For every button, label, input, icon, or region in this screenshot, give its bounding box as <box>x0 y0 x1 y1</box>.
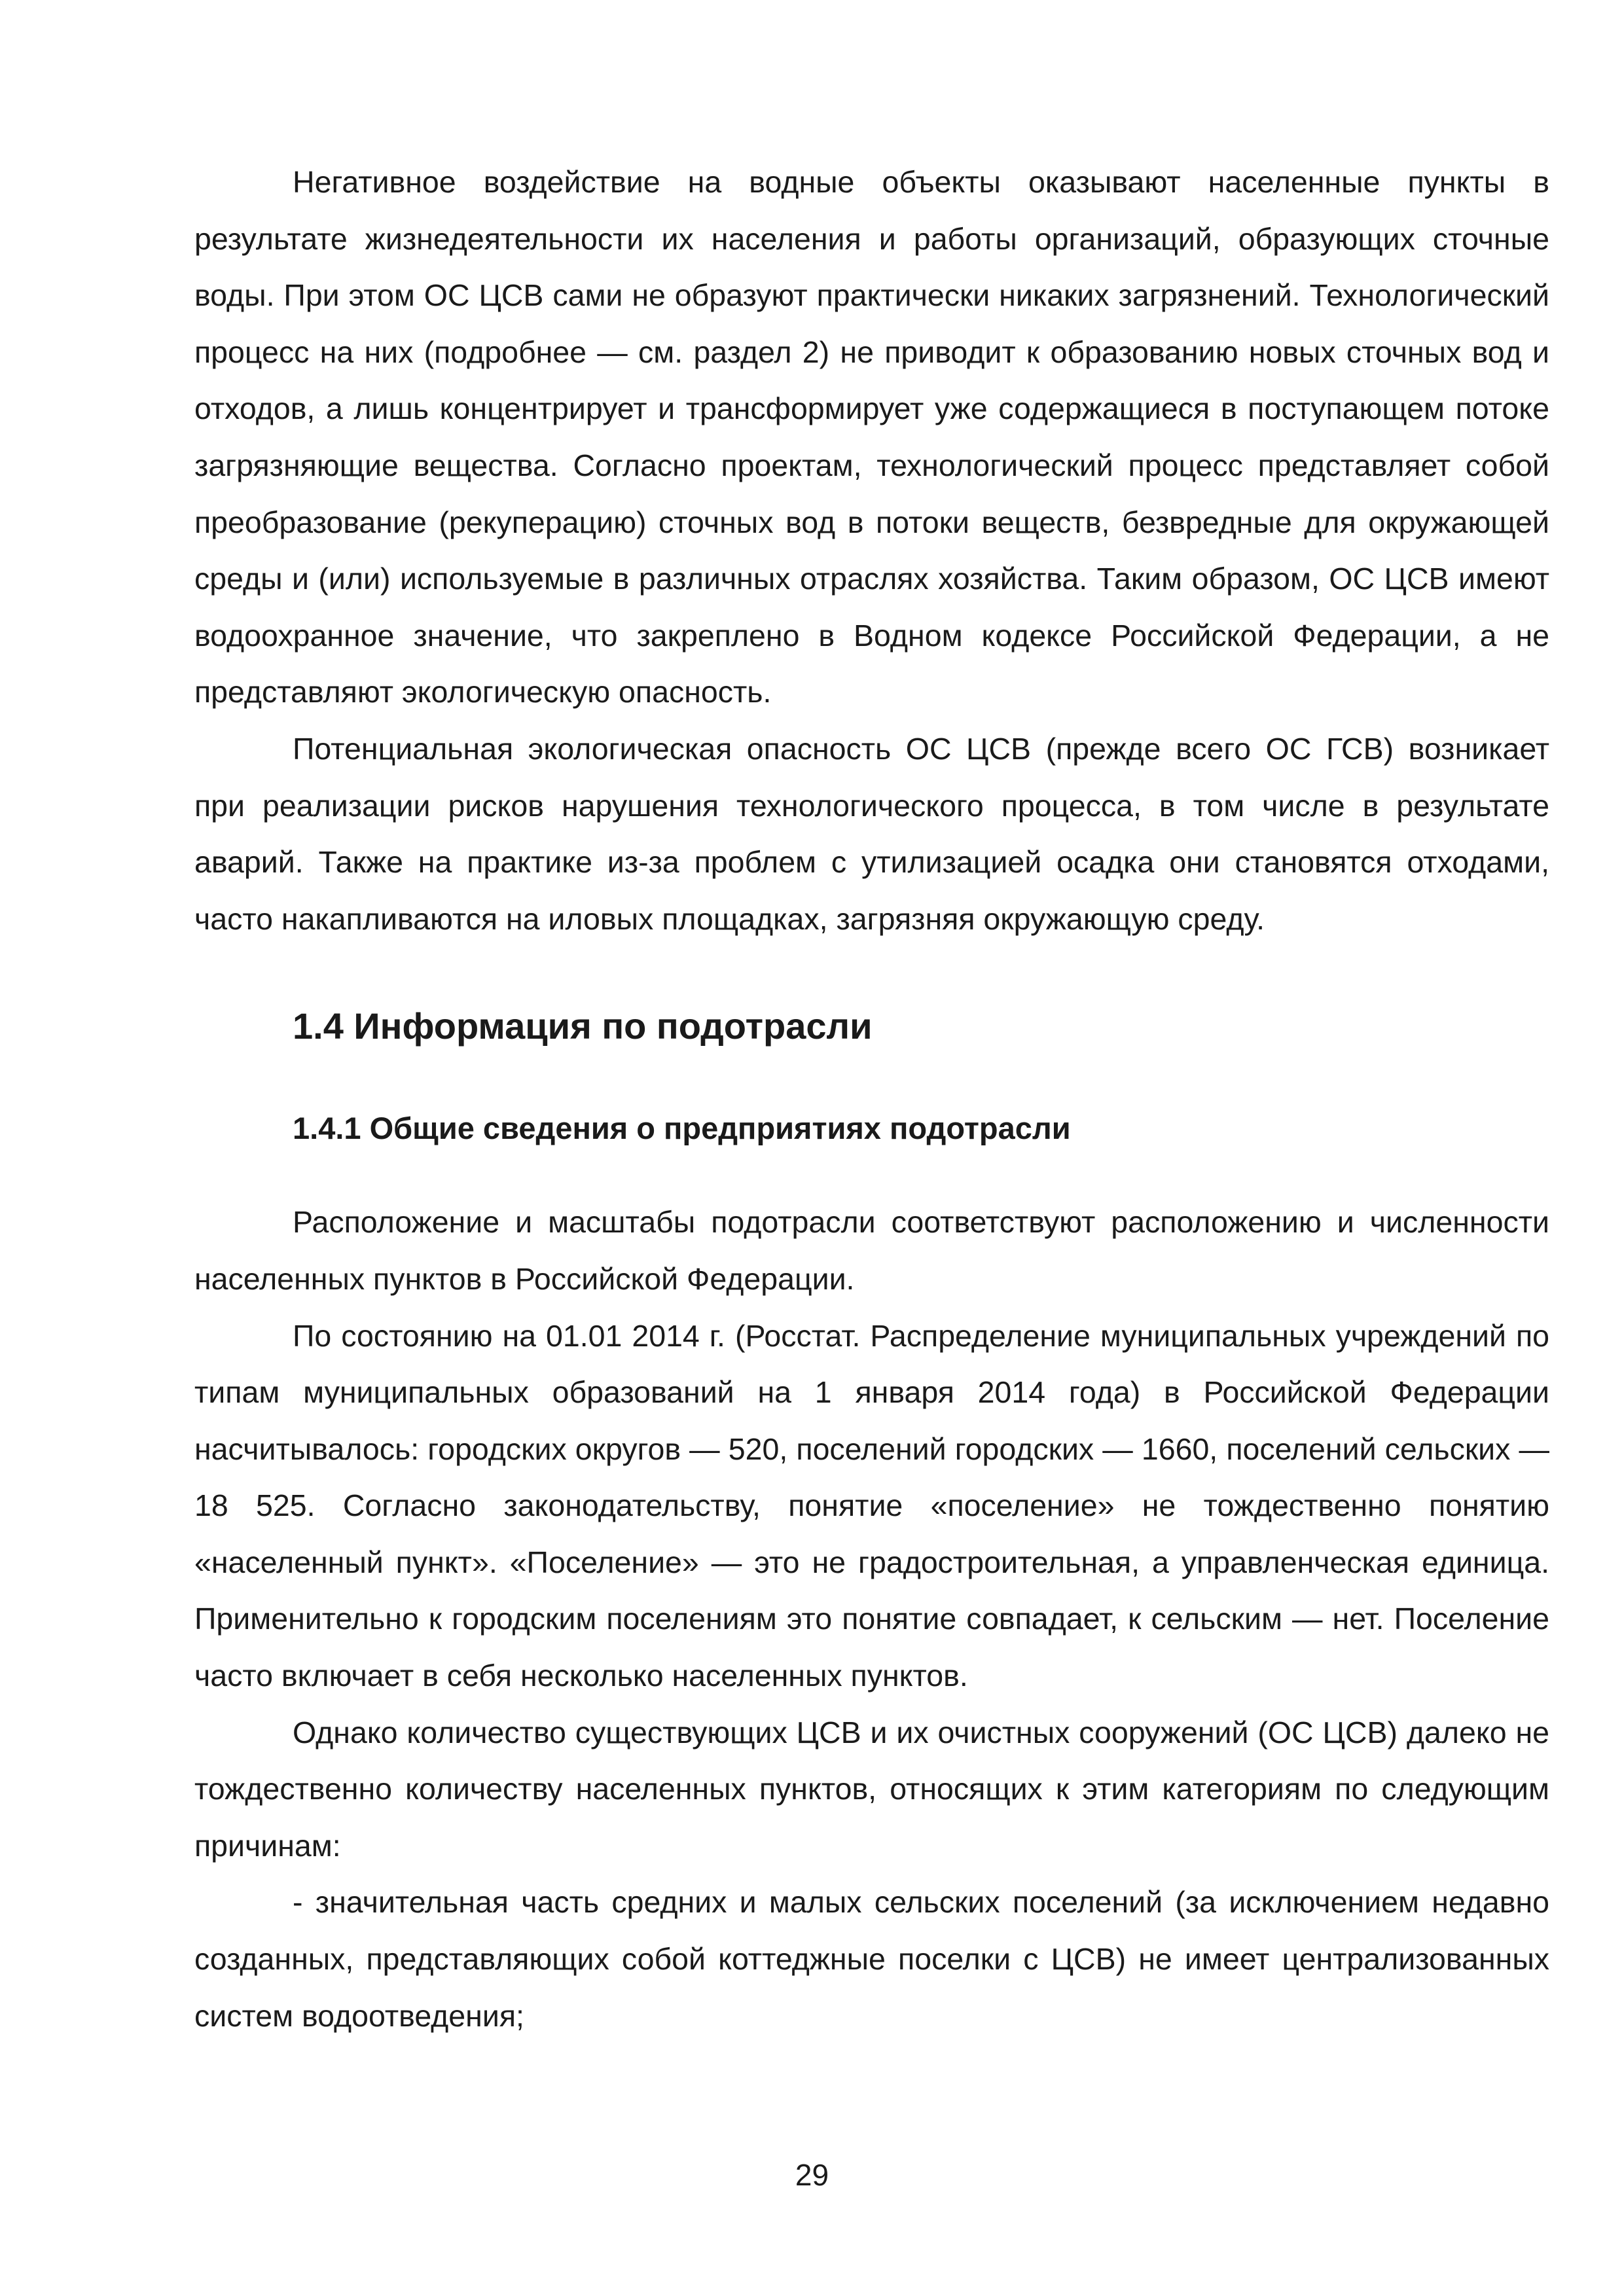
section-heading: 1.4 Информация по подотрасли <box>293 1005 873 1047</box>
paragraph-statistics: По состоянию на 01.01 2014 г. (Росстат. Распределение муниципальных учреждений по типам муниципальных образований на 1 января 2014 года) в Российской Федерации насчитывалось: городских округов — 520, поселений городских — 1660, поселений сельских — 18 525. Согласно законодательству, понятие «поселение» не тождественно понятию «населенный пункт». «Поселение» — это не градостроительная, а управленческая единица. Применительно к городским поселениям это понятие совпадает, к сельским — нет. Поселение часто включает в себя несколько населенных пунктов. <box>194 1318 1549 1693</box>
paragraph-negative-impact: Негативное воздействие на водные объекты оказывают населенные пункты в результате жизнедеятельности их населения и работы организаций, образующих сточные воды. При этом ОС ЦСВ сами не образуют практически никаких загрязнений. Технологический процесс на них (подробнее — см. раздел 2) не приводит к образованию новых сточных вод и отходов, а лишь концентрирует и трансформирует уже содержащиеся в поступающем потоке загрязняющие вещества. Согласно проектам, технологический процесс представляет собой преобразование (рекуперацию) сточных вод в потоки веществ, безвредные для окружающей среды и (или) используемые в различных отраслях хозяйства. Таким образом, ОС ЦСВ имеют водоохранное значение, что закреплено в Водном кодексе Российской Федерации, а не представляют экологическую опасность. <box>194 165 1549 709</box>
paragraph-reasons: Однако количество существующих ЦСВ и их очистных сооружений (ОС ЦСВ) далеко не тождественно количеству населенных пунктов, относящих к этим категориям по следующим причинам: <box>194 1715 1549 1863</box>
paragraph-list-item: - значительная часть средних и малых сельских поселений (за исключением недавно созданных, представляющих собой коттеджные поселки с ЦСВ) не имеет централизованных систем водоотведения; <box>194 1885 1549 2033</box>
paragraph-potential-danger: Потенциальная экологическая опасность ОС ЦСВ (прежде всего ОС ГСВ) возникает при реализации рисков нарушения технологического процесса, в том числе в результате аварий. Также на практике из-за проблем с утилизацией осадка они становятся отходами, часто накапливаются на иловых площадках, загрязняя окружающую среду. <box>194 731 1549 936</box>
page-number: 29 <box>795 2158 829 2192</box>
subsection-heading: 1.4.1 Общие сведения о предприятиях подотрасли <box>293 1111 1071 1146</box>
paragraph-location-scale: Расположение и масштабы подотрасли соответствуют расположению и численности населенных пунктов в Российской Федерации. <box>194 1205 1549 1296</box>
document-page <box>194 154 1549 2044</box>
